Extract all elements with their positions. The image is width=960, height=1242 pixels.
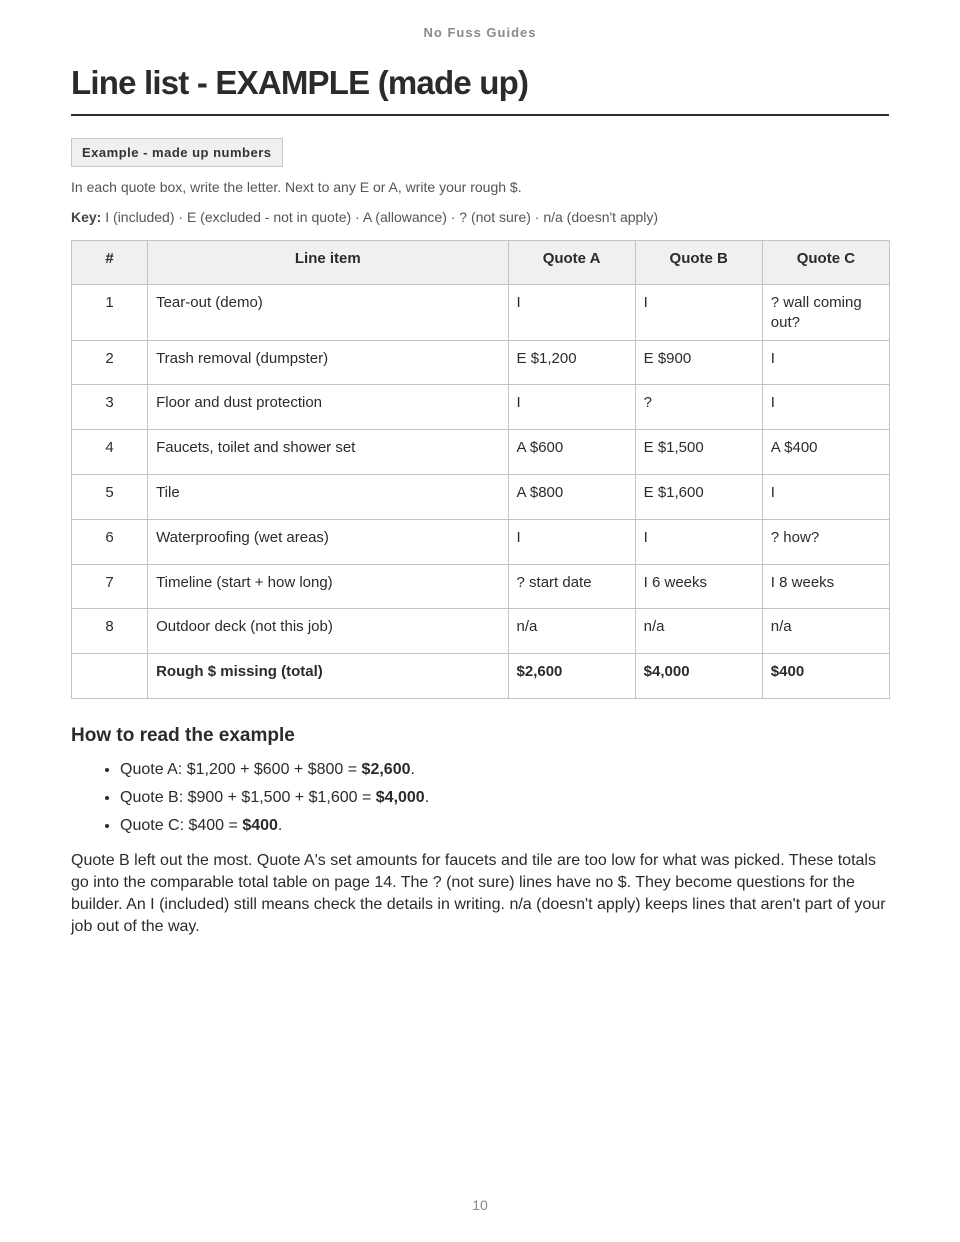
total-quote-b: $4,000 (635, 654, 762, 699)
row-quote-c: I (762, 385, 889, 430)
page-title: Line list - EXAMPLE (made up) (71, 62, 889, 116)
list-item (120, 784, 889, 812)
row-quote-c: I (762, 340, 889, 385)
row-quote-a: I (508, 285, 635, 341)
row-quote-c: I 8 weeks (762, 564, 889, 609)
row-line-item: Outdoor deck (not this job) (148, 609, 508, 654)
table-header-row (72, 241, 890, 285)
row-quote-c: ? how? (762, 519, 889, 564)
bullet-total: $400 (242, 816, 278, 834)
table-row (72, 340, 890, 385)
header-number: # (72, 241, 148, 285)
row-quote-b: I 6 weeks (635, 564, 762, 609)
bullet-text: Quote A: $1,200 + $600 + $800 = (120, 760, 362, 778)
row-line-item: Floor and dust protection (148, 385, 508, 430)
total-quote-a: $2,600 (508, 654, 635, 699)
total-number (72, 654, 148, 699)
row-line-item: Tile (148, 474, 508, 519)
row-quote-b: I (635, 285, 762, 341)
key-label: Key: (71, 209, 102, 225)
list-item (120, 812, 889, 840)
row-number: 5 (72, 474, 148, 519)
table-row (72, 564, 890, 609)
row-number: 2 (72, 340, 148, 385)
row-number: 4 (72, 430, 148, 475)
bullet-text: Quote C: $400 = (120, 816, 243, 834)
bullet-end: . (424, 788, 430, 806)
row-quote-b: E $900 (635, 340, 762, 385)
example-tag: Example - made up numbers (71, 138, 283, 167)
section-heading: How to read the example (71, 724, 295, 746)
summary-paragraph: Quote B left out the most. Quote A's set amounts for faucets and tile are too low for what was picked. These totals go into the comparable total table on page 14. The ? (not sure) lines have no $. They become questions for the builder. An I (included) still means check the details in writing. n/a (doesn't apply) keeps lines that aren't part of your job out of the way. (71, 851, 886, 935)
row-quote-a: I (508, 519, 635, 564)
row-quote-c: n/a (762, 609, 889, 654)
row-quote-c: A $400 (762, 430, 889, 475)
table-row (72, 609, 890, 654)
header-line-item: Line item (148, 241, 508, 285)
key-legend (71, 207, 889, 227)
bullet-end: . (410, 760, 415, 778)
row-quote-b: I (635, 519, 762, 564)
row-number: 3 (72, 385, 148, 430)
table-row (72, 430, 890, 475)
line-list-table (71, 240, 890, 699)
header-quote-b: Quote B (635, 241, 762, 285)
total-quote-c: $400 (762, 654, 889, 699)
header-quote-c: Quote C (762, 241, 889, 285)
row-quote-b: E $1,600 (635, 474, 762, 519)
table-row (72, 285, 890, 341)
row-line-item: Waterproofing (wet areas) (148, 519, 508, 564)
row-number: 6 (72, 519, 148, 564)
total-row (72, 654, 890, 699)
breakdown-list (71, 756, 889, 840)
row-quote-c: I (762, 474, 889, 519)
instruction-text: In each quote box, write the letter. Next to any E or A, write your rough $. (71, 179, 522, 195)
bullet-text: Quote B: $900 + $1,500 + $1,600 = (120, 788, 376, 806)
row-quote-b: E $1,500 (635, 430, 762, 475)
row-quote-c: ? wall coming out? (762, 285, 889, 341)
bullet-total: $4,000 (375, 788, 425, 806)
row-line-item: Trash removal (dumpster) (148, 340, 508, 385)
row-quote-a: E $1,200 (508, 340, 635, 385)
bullet-end: . (277, 816, 283, 834)
row-quote-a: I (508, 385, 635, 430)
row-number: 1 (72, 285, 148, 341)
key-text: I (included) · E (excluded - not in quote) · A (allowance) · ? (not sure) · n/a (doesn't apply) (101, 209, 659, 225)
table-row (72, 519, 890, 564)
list-item (120, 756, 889, 784)
page-content (71, 62, 889, 938)
bullet-total: $2,600 (361, 760, 411, 778)
page-number: 10 (472, 1197, 488, 1213)
row-line-item: Timeline (start + how long) (148, 564, 508, 609)
running-header: No Fuss Guides (423, 25, 537, 40)
row-line-item: Tear-out (demo) (148, 285, 508, 341)
row-quote-a: n/a (508, 609, 635, 654)
row-quote-b: ? (635, 385, 762, 430)
header-quote-a: Quote A (508, 241, 635, 285)
row-quote-a: ? start date (508, 564, 635, 609)
table-row (72, 474, 890, 519)
row-number: 7 (72, 564, 148, 609)
table-row (72, 385, 890, 430)
row-quote-b: n/a (635, 609, 762, 654)
row-quote-a: A $600 (508, 430, 635, 475)
row-number: 8 (72, 609, 148, 654)
row-line-item: Faucets, toilet and shower set (148, 430, 508, 475)
row-quote-a: A $800 (508, 474, 635, 519)
total-label: Rough $ missing (total) (148, 654, 508, 699)
